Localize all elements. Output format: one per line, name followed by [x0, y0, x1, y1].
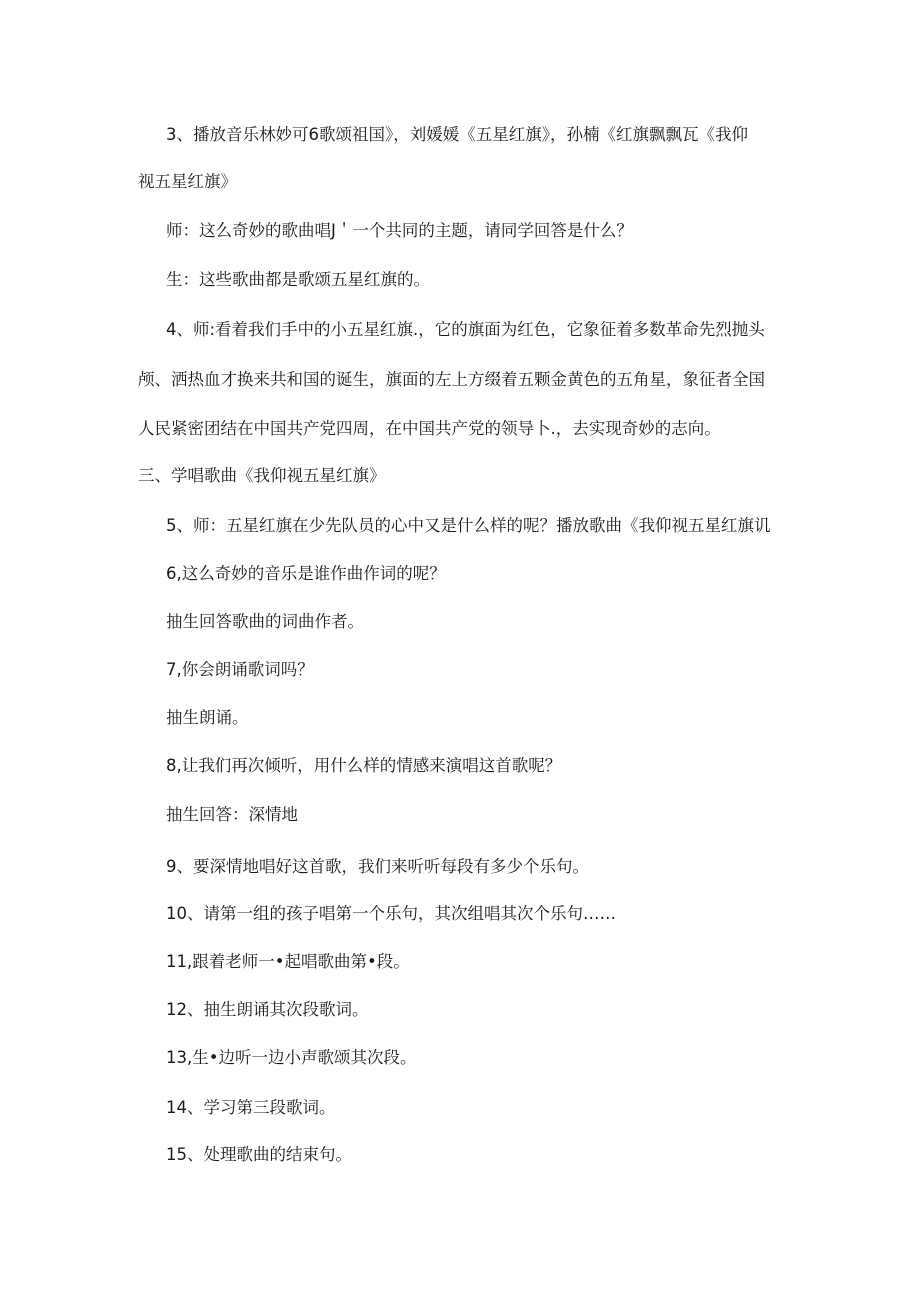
- paragraph-4-line-2: 颅、洒热血才换来共和国的诞生，旗面的左上方缀着五颗金黄色的五角星，象征者全国: [138, 370, 765, 389]
- paragraph-4-line-1: 4、师:看着我们手中的小五星红旗.，它的旗面为红色，它象征着多数革命先烈抛头: [166, 320, 765, 339]
- step-12: 12、抽生朗诵其次段歌词。: [166, 1000, 369, 1019]
- teacher-question: 师：这么奇妙的歌曲唱J＇一个共同的主题，请同学回答是什么？: [166, 221, 633, 240]
- step-9: 9、要深情地唱好这首歌，我们来听听每段有多少个乐句。: [166, 857, 589, 876]
- step-15: 15、处理歌曲的结束句。: [166, 1145, 352, 1164]
- paragraph-4-line-3: 人民紧密团结在中国共产党四周，在中国共产党的领导卜.，去实现奇妙的志向。: [138, 419, 721, 438]
- step-13: 13,生•边听一边小声歌颂其次段。: [166, 1048, 417, 1067]
- step-7: 7,你会朗诵歌词吗？: [166, 660, 314, 679]
- paragraph-3-line-2: 视五星红旗》: [138, 172, 237, 191]
- step-7-note: 抽生朗诵。: [166, 708, 249, 727]
- paragraph-3-line-1: 3、播放音乐林妙可6歌颂祖国》，刘媛媛《五星红旗》，孙楠《红旗飘飘瓦《我仰: [166, 125, 748, 144]
- step-14: 14、学习第三段歌词。: [166, 1098, 336, 1117]
- step-5: 5、师：五星红旗在少先队员的心中又是什么样的呢？播放歌曲《我仰视五星红旗讥: [166, 516, 771, 535]
- step-8: 8,让我们再次倾听，用什么样的情感来演唱这首歌呢？: [166, 756, 562, 775]
- step-10: 10、请第一组的孩子唱第一个乐句，其次组唱其次个乐句……: [166, 904, 616, 923]
- student-answer: 生：这些歌曲都是歌颂五星红旗的。: [166, 270, 430, 289]
- step-6: 6,这么奇妙的音乐是谁作曲作词的呢？: [166, 564, 446, 583]
- step-11: 11,跟着老师一•起唱歌曲第•段。: [166, 952, 410, 971]
- section-heading-3: 三、学唱歌曲《我仰视五星红旗》: [138, 466, 386, 485]
- step-6-note: 抽生回答歌曲的词曲作者。: [166, 612, 364, 631]
- step-8-note: 抽生回答：深情地: [166, 805, 298, 824]
